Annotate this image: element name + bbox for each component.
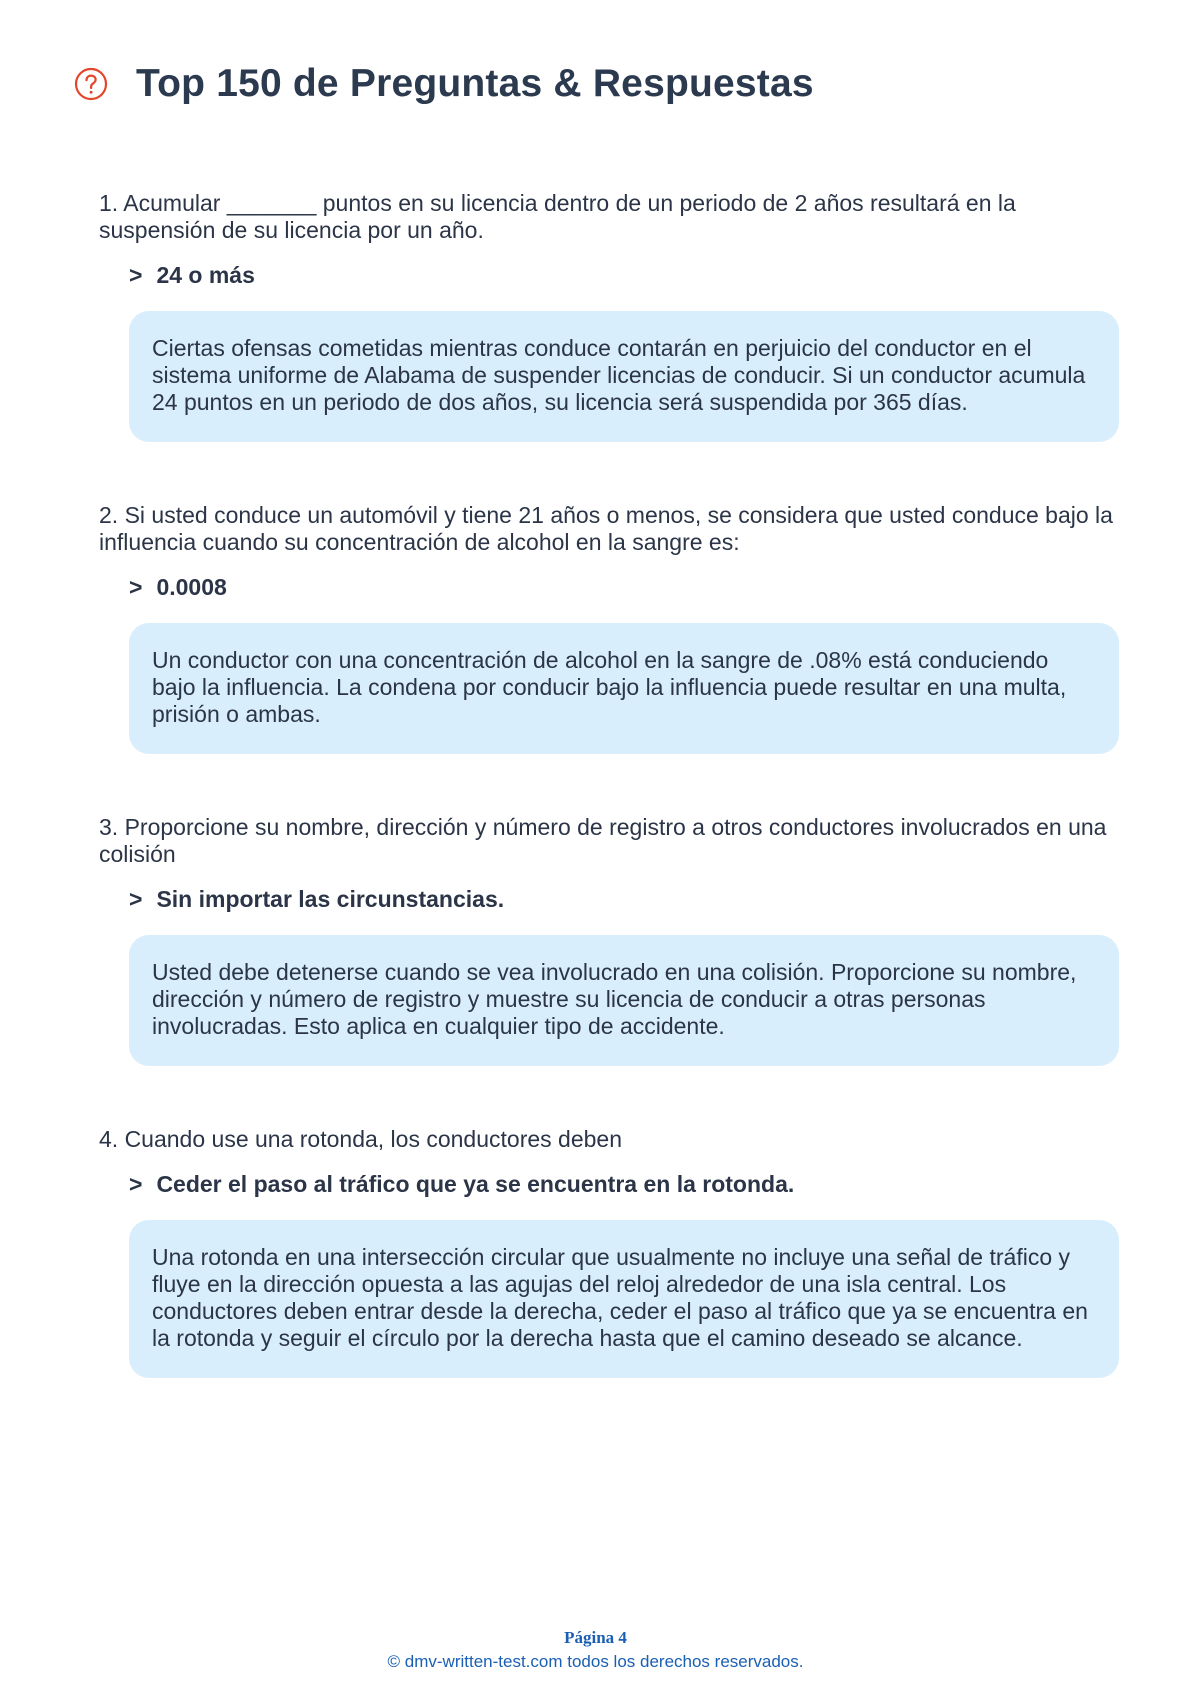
explanation-box: Usted debe detenerse cuando se vea involucrado en una colisión. Proporcione su nombre, dirección y número de registro y muestre su licencia de conducir a otras personas involucradas. Esto aplica en cualquier tipo de accidente. xyxy=(129,935,1119,1066)
qa-item xyxy=(99,502,1119,754)
qa-item xyxy=(99,814,1119,1066)
explanation-box: Un conductor con una concentración de alcohol en la sangre de .08% está conduciendo bajo la influencia. La condena por conducir bajo la influencia puede resultar en una multa, prisión o ambas. xyxy=(129,623,1119,754)
answer-marker: > xyxy=(129,1171,143,1197)
answer xyxy=(129,886,1119,913)
page-title: Top 150 de Preguntas & Respuestas xyxy=(136,62,814,105)
question-text: 4. Cuando use una rotonda, los conductores deben xyxy=(99,1126,622,1152)
question-text: 2. Si usted conduce un automóvil y tiene 21 años o menos, se considera que usted conduce bajo la influencia cuando su concentración de alcohol en la sangre es: xyxy=(99,502,1113,555)
answer-text: Sin importar las circunstancias. xyxy=(156,886,505,912)
answer-marker: > xyxy=(129,886,143,912)
page-header xyxy=(74,62,814,106)
qa-list xyxy=(99,190,1119,1438)
answer xyxy=(129,1171,1119,1198)
question-text: 1. Acumular _______ puntos en su licencia dentro de un periodo de 2 años resultará en la suspensión de su licencia por un año. xyxy=(99,190,1016,243)
answer-marker: > xyxy=(129,574,143,600)
copyright-link[interactable]: © dmv-written-test.com todos los derechos reservados. xyxy=(387,1652,804,1671)
question-circle-icon xyxy=(74,67,108,101)
qa-item xyxy=(99,1126,1119,1378)
explanation-box: Una rotonda en una intersección circular que usualmente no incluye una señal de tráfico y fluye en la dirección opuesta a las agujas del reloj alrededor de una isla central. Los conductores deben entrar desde la derecha, ceder el paso al tráfico que ya se encuentra en la rotonda y seguir el círculo por la derecha hasta que el camino deseado se alcance. xyxy=(129,1220,1119,1378)
answer-text: 24 o más xyxy=(156,262,255,288)
answer xyxy=(129,574,1119,601)
explanation-box: Ciertas ofensas cometidas mientras conduce contarán en perjuicio del conductor en el sistema uniforme de Alabama de suspender licencias de conducir. Si un conductor acumula 24 puntos en un periodo de dos años, su licencia será suspendida por 365 días. xyxy=(129,311,1119,442)
page-number: Página 4 xyxy=(564,1628,627,1647)
answer-text: 0.0008 xyxy=(156,574,227,600)
qa-item xyxy=(99,190,1119,442)
answer xyxy=(129,262,1119,289)
question-text: 3. Proporcione su nombre, dirección y número de registro a otros conductores involucrados en una colisión xyxy=(99,814,1107,867)
answer-marker: > xyxy=(129,262,143,288)
answer-text: Ceder el paso al tráfico que ya se encuentra en la rotonda. xyxy=(156,1171,795,1197)
